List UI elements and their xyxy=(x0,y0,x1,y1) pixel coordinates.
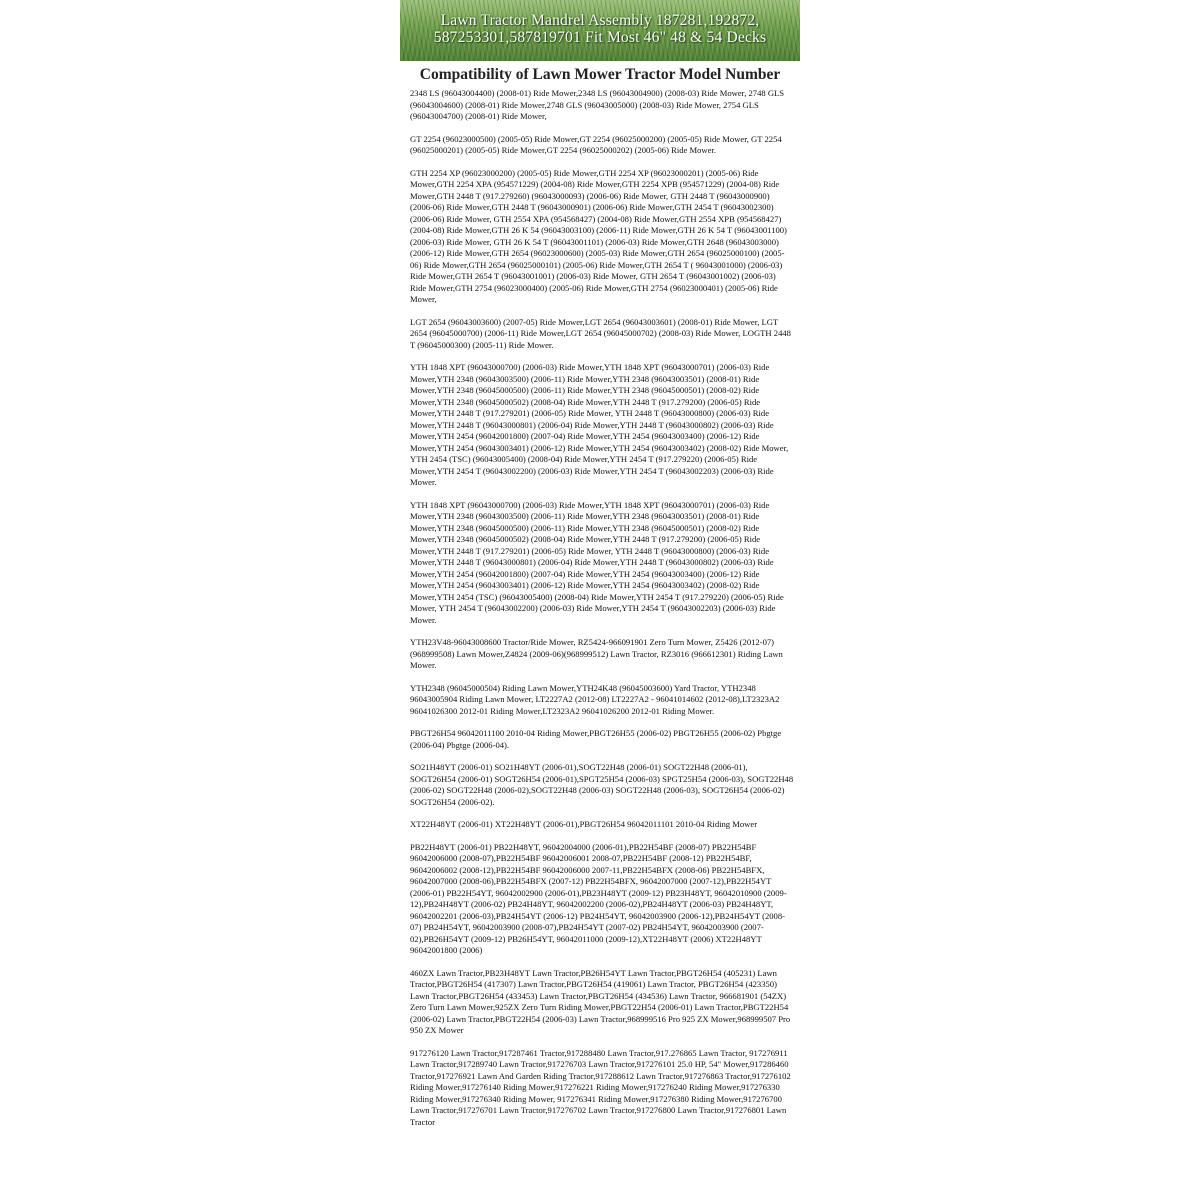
product-description-sheet xyxy=(400,0,800,1200)
compatibility-paragraph: SO21H48YT (2006-01) SO21H48YT (2006-01),SOGT22H48 (2006-01) SOGT22H48 (2006-01), SOGT26H54 (2006-01) SOGT26H54 (2006-01),SPGT25H54 (2006-03) SPGT25H54 (2006-03), SOGT22H48 (2006-02) SOGT22H48 (2006-02),SOGT22H48 (2006-03) SOGT22H48 (2006-03), SOGT26H54 (2006-02) SOGT26H54 (2006-02). xyxy=(410,762,794,807)
compatibility-paragraph: XT22H48YT (2006-01) XT22H48YT (2006-01),PBGT26H54 96042011101 2010-04 Riding Mower xyxy=(410,819,758,829)
banner-title-line-1: Lawn Tractor Mandrel Assembly 187281,192872, xyxy=(440,12,760,29)
grass-banner xyxy=(400,0,800,61)
compatibility-paragraph: YTH 1848 XPT (96043000700) (2006-03) Ride Mower,YTH 1848 XPT (96043000701) (2006-03) Ride Mower,YTH 2348 (96043003500) (2006-11) Ride Mower,YTH 2348 (96043003501) (2008-01) Ride Mower,YTH 2348 (96045000500) (2006-11) Ride Mower,YTH 2348 (96045000501) (2008-02) Ride Mower,YTH 2348 (96045000502) (2008-04) Ride Mower,YTH 2448 T (917.279200) (2006-05) Ride Mower,YTH 2448 T (917.279201) (2006-05) Ride Mower, YTH 2448 T (96043000800) (2006-03) Ride Mower,YTH 2448 T (96043000801) (2006-04) Ride Mower,YTH 2448 T (96043000802) (2006-03) Ride Mower,YTH 2454 (96042001800) (2007-04) Ride Mower,YTH 2454 (96043003400) (2006-12) Ride Mower,YTH 2454 (96043003401) (2006-12) Ride Mower,YTH 2454 (96043003402) (2008-02) Ride Mower,YTH 2454 (TSC) (96043005400) (2008-04) Ride Mower,YTH 2454 T (917.279220) (2006-05) Ride Mower, YTH 2454 T (96043002200) (2006-03) Ride Mower,YTH 2454 T (96043002203) (2006-03) Ride Mower. xyxy=(410,499,784,625)
compatibility-paragraph: GT 2254 (96023000500) (2005-05) Ride Mower,GT 2254 (96025000200) (2005-05) Ride Mower, GT 2254 (96025000201) (2005-05) Ride Mower,GT 2254 (96025000202) (2005-06) Ride Mower. xyxy=(410,133,782,155)
banner-title xyxy=(400,12,800,46)
compatibility-paragraph: YTH 1848 XPT (96043000700) (2006-03) Ride Mower,YTH 1848 XPT (96043000701) (2006-03) Ride Mower,YTH 2348 (96043003500) (2006-11) Ride Mower,YTH 2348 (96043003501) (2008-01) Ride Mower,YTH 2348 (96045000500) (2006-11) Ride Mower,YTH 2348 (96045000501) (2008-02) Ride Mower,YTH 2348 (96045000502) (2008-04) Ride Mower,YTH 2448 T (917.279200) (2006-05) Ride Mower,YTH 2448 T (917.279201) (2006-05) Ride Mower, YTH 2448 T (96043000800) (2006-03) Ride Mower,YTH 2448 T (96043000801) (2006-04) Ride Mower,YTH 2448 T (96043000802) (2006-03) Ride Mower,YTH 2454 (96042001800) (2007-04) Ride Mower,YTH 2454 (96043003400) (2006-12) Ride Mower,YTH 2454 (96043003401) (2006-12) Ride Mower,YTH 2454 (96043003402) (2008-02) Ride Mower, YTH 2454 (TSC) (96043005400) (2008-04) Ride Mower,YTH 2454 T (917.279220) (2006-05) Ride Mower,YTH 2454 T (96043002200) (2006-03) Ride Mower,YTH 2454 T (96043002203) (2006-03) Ride Mower. xyxy=(410,362,789,487)
compatibility-paragraph: YTH23V48-96043008600 Tractor/Ride Mower, RZ5424-966091901 Zero Turn Mower, Z5426 (2012-07)(968999508) Lawn Mower,Z4824 (2009-06)(968999512) Lawn Tractor, RZ3016 (966612301) Riding Lawn Mower. xyxy=(410,637,783,670)
compatibility-paragraph: 460ZX Lawn Tractor,PB23H48YT Lawn Tractor,PB26H54YT Lawn Tractor,PBGT26H54 (405231) Lawn Tractor,PBGT26H54 (417307) Lawn Tractor,PBGT26H54 (419061) Lawn Tractor, PBGT26H54 (423350) Lawn Tractor,PBGT26H54 (433453) Lawn Tractor,PBGT26H54 (434536) Lawn Tractor, 966681901 (54ZX) Zero Turn Lawn Mower,925ZX Zero Turn Riding Mower,PBGT22H54 (2006-01) Lawn Tractor,PBGT22H54 (2006-02) Lawn Tractor,PBGT22H54 (2006-03) Lawn Tractor,968999516 Pro 925 ZX Mower,968999507 Pro 950 ZX Mower xyxy=(410,967,791,1035)
compatibility-heading: Compatibility of Lawn Mower Tractor Model Number xyxy=(419,66,781,83)
compatibility-paragraph: LGT 2654 (96043003600) (2007-05) Ride Mower,LGT 2654 (96043003601) (2008-01) Ride Mower, LGT 2654 (96045000700) (2006-11) Ride Mower,LGT 2654 (96045000702) (2008-03) Ride Mower, LOGTH 2448 T (96045000300) (2005-11) Ride Mower. xyxy=(410,316,791,350)
compatibility-paragraph: YTH2348 (96045000504) Riding Lawn Mower,YTH24K48 (96045003600) Yard Tractor, YTH2348 96043005904 Riding Lawn Mower, LT2227A2 (2012-08) LT2227A2 - 96041014602 (2012-08),LT2323A2 96041026300 2012-01 Riding Mower,LT2323A2 96041026200 2012-01 Riding Mower. xyxy=(410,682,780,716)
compatibility-paragraph: 2348 LS (96043004400) (2008-01) Ride Mower,2348 LS (96043004900) (2008-03) Ride Mower, 2748 GLS (96043004600) (2008-01) Ride Mower,2748 GLS (96043005000) (2008-03) Ride Mower, 2754 GLS (96043004700) (2008-01) Ride Mower, xyxy=(410,88,785,121)
compatibility-paragraph: GTH 2254 XP (96023000200) (2005-05) Ride Mower,GTH 2254 XP (96023000201) (2005-06) Ride Mower,GTH 2254 XPA (954571229) (2004-08) Ride Mower,GTH 2254 XPB (954571229) (2004-08) Ride Mower,GTH 2448 T (917.279260) (96043000093) (2006-06) Ride Mower, GTH 2448 T (96043000900) (2006-06) Ride Mower,GTH 2448 T (96043000901) (2006-06) Ride Mower,GTH 2454 T (96043002300) (2006-06) Ride Mower, GTH 2554 XPA (954568427) (2004-08) Ride Mower,GTH 2554 XPB (954568427) (2004-08) Ride Mower,GTH 26 K 54 (96043003100) (2006-11) Ride Mower,GTH 26 K 54 T (96043001100) (2006-03) Ride Mower, GTH 26 K 54 T (96043001101) (2006-03) Ride Mower,GTH 2648 (96043003000) (2006-12) Ride Mower,GTH 2654 (96023000600) (2005-03) Ride Mower,GTH 2654 (96025000100) (2005-06) Ride Mower,GTH 2654 (96025000101) (2005-06) Ride Mower,GTH 2654 T ( 96043001000) (2006-03) Ride Mower,GTH 2654 T (96043001001) (2006-03) Ride Mower, GTH 2654 T (96043001002) (2006-03) Ride Mower,GTH 2754 (96023000400) (2005-06) Ride Mower,GTH 2754 (96023000401) (2005-06) Ride Mower, xyxy=(410,167,787,304)
compatibility-paragraph: 917276120 Lawn Tractor,917287461 Tractor,917288480 Lawn Tractor,917.276865 Lawn Tractor, 917276911 Lawn Tractor,917289740 Lawn Tractor,917276703 Lawn Tractor,917276101 25.0 HP, 54" Mower,917286460 Tractor,917276921 Lawn And Garden Riding Tractor,917288612 Lawn Tractor,917276863 Tractor,917276102 Riding Mower,917276140 Riding Mower,917276221 Riding Mower,917276240 Riding Mower,917276330 Riding Mower,917276340 Riding Mower, 917276341 Riding Mower,917276380 Riding Mower,917276700 Lawn Tractor,917276701 Lawn Tractor,917276702 Lawn Tractor,917276800 Lawn Tractor,917276801 Lawn Tractor xyxy=(410,1047,791,1127)
compatibility-list xyxy=(400,88,800,1128)
compatibility-paragraph: PB22H48YT (2006-01) PB22H48YT, 96042004000 (2006-01),PB22H54BF (2008-07) PB22H54BF 96042006000 (2008-07),PB22H54BF 96042006001 2008-07,PB22H54BF (2008-12) PB22H54BF, 96042006002 (2008-12),PB22H54BF 96042006000 2007-11,PB22H54BFX (2008-06) PB22H54BFX, 96042007000 (2008-06),PB22H54BFX (2007-12) PB22H54BFX, 96042007000 (2007-12),PB22H54YT (2006-01) PB22H54YT, 96042002900 (2006-01),PB23H48YT (2009-12) PB23H48YT, 96042010900 (2009-12),PB24H48YT (2006-02) PB24H48YT, 96042002200 (2006-02),PB24H48YT (2006-03) PB24H48YT, 96042002201 (2006-03),PB24H54YT (2006-12) PB24H54YT, 96042003900 (2006-12),PB24H54YT (2008-07) PB24H54YT, 96042003900 (2008-07),PB24H54YT (2007-02) PB24H54YT, 96042003900 (2007-02),PB26H54YT (2009-12) PB26H54YT, 96042011000 (2009-12),XT22H48YT (2006) XT22H48YT 96042001800 (2006) xyxy=(410,841,787,955)
banner-title-line-2: 587253301,587819701 Fit Most 46" 48 & 54 Decks xyxy=(433,29,767,46)
compatibility-paragraph: PBGT26H54 96042011100 2010-04 Riding Mower,PBGT26H55 (2006-02) PBGT26H55 (2006-02) Pbgtge (2006-04) Pbgtge (2006-04). xyxy=(410,728,782,750)
